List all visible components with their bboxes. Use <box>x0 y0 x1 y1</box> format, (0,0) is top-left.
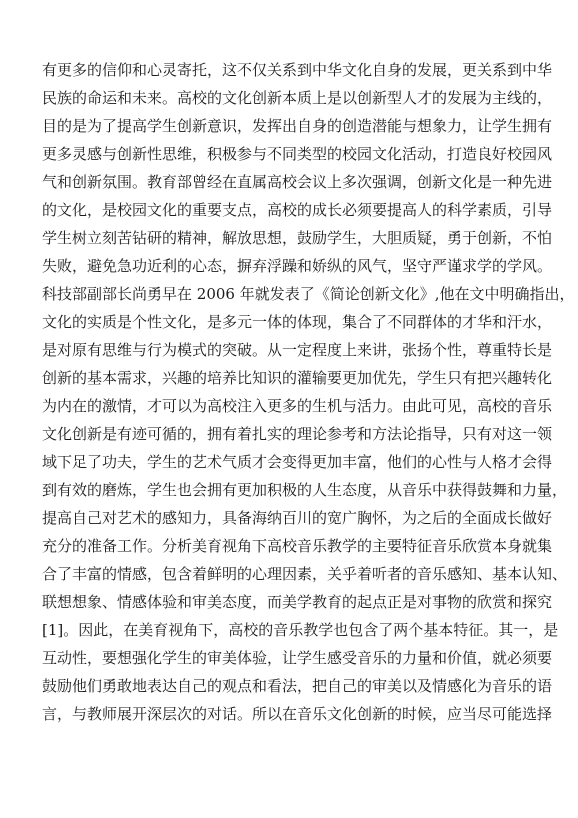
text-line: [1]。因此，在美育视角下，高校的音乐教学也包含了两个基本特征。其一，是 <box>42 621 559 639</box>
text-line: 互动性，要想强化学生的审美体验，让学生感受音乐的力量和价值，就必须要 <box>42 649 553 667</box>
text-line: 目的是为了提高学生创新意识，发挥出自身的创造潜能与想象力，让学生拥有 <box>42 117 553 135</box>
text-line: 文化创新是有迹可循的，拥有着扎实的理论参考和方法论指导，只有对这一领 <box>42 425 553 443</box>
text-line: 文化的实质是个性文化，是多元一体的体现，集合了不同群体的才华和汗水， <box>42 313 553 331</box>
text-line: 到有效的磨炼，学生也会拥有更加积极的人生态度，从音乐中获得鼓舞和力量， <box>42 481 568 499</box>
text-line: 的文化，是校园文化的重要支点，高校的成长必须要提高人的科学素质，引导 <box>42 201 553 219</box>
text-line: 域下足了功夫，学生的艺术气质才会变得更加丰富，他们的心性与人格才会得 <box>42 453 553 471</box>
text-line: 创新的基本需求，兴趣的培养比知识的灌输要更加优先，学生只有把兴趣转化 <box>42 369 553 387</box>
text-line: 为内在的激情，才可以为高校注入更多的生机与活力。由此可见，高校的音乐 <box>42 397 553 415</box>
text-line: 提高自己对艺术的感知力，具备海纳百川的宽广胸怀，为之后的全面成长做好 <box>42 509 553 527</box>
text-line: 言，与教师展开深层次的对话。所以在音乐文化创新的时候，应当尽可能选择 <box>42 705 553 723</box>
text-line: 有更多的信仰和心灵寄托，这不仅关系到中华文化自身的发展，更关系到中华 <box>42 61 553 79</box>
text-line: 是对原有思维与行为模式的突破。从一定程度上来讲，张扬个性，尊重特长是 <box>42 341 553 359</box>
text-line: 学生树立刻苦钻研的精神，解放思想，鼓励学生，大胆质疑，勇于创新，不怕 <box>42 229 553 247</box>
text-line: 民族的命运和未来。高校的文化创新本质上是以创新型人才的发展为主线的， <box>42 89 553 107</box>
text-line: 充分的准备工作。分析美育视角下高校音乐教学的主要特征音乐欣赏本身就集 <box>42 537 553 555</box>
text-line: 科技部副部长尚勇早在 2006 年就发表了《简论创新文化》,他在文中明确指出， <box>42 285 575 303</box>
text-line: 鼓励他们勇敢地表达自己的观点和看法，把自己的审美以及情感化为音乐的语 <box>42 677 553 695</box>
text-line: 合了丰富的情感，包含着鲜明的心理因素，关乎着听者的音乐感知、基本认知、 <box>42 565 568 583</box>
text-line: 联想想象、情感体验和审美态度，而美学教育的起点正是对事物的欣赏和探究 <box>42 593 553 611</box>
document-page <box>42 56 575 728</box>
text-line: 气和创新氛围。教育部曾经在直属高校会议上多次强调，创新文化是一种先进 <box>42 173 553 191</box>
text-line: 更多灵感与创新性思维，积极参与不同类型的校园文化活动，打造良好校园风 <box>42 145 553 163</box>
text-line: 失败，避免急功近利的心态，摒弃浮躁和娇纵的风气，坚守严谨求学的学风。 <box>42 257 553 275</box>
